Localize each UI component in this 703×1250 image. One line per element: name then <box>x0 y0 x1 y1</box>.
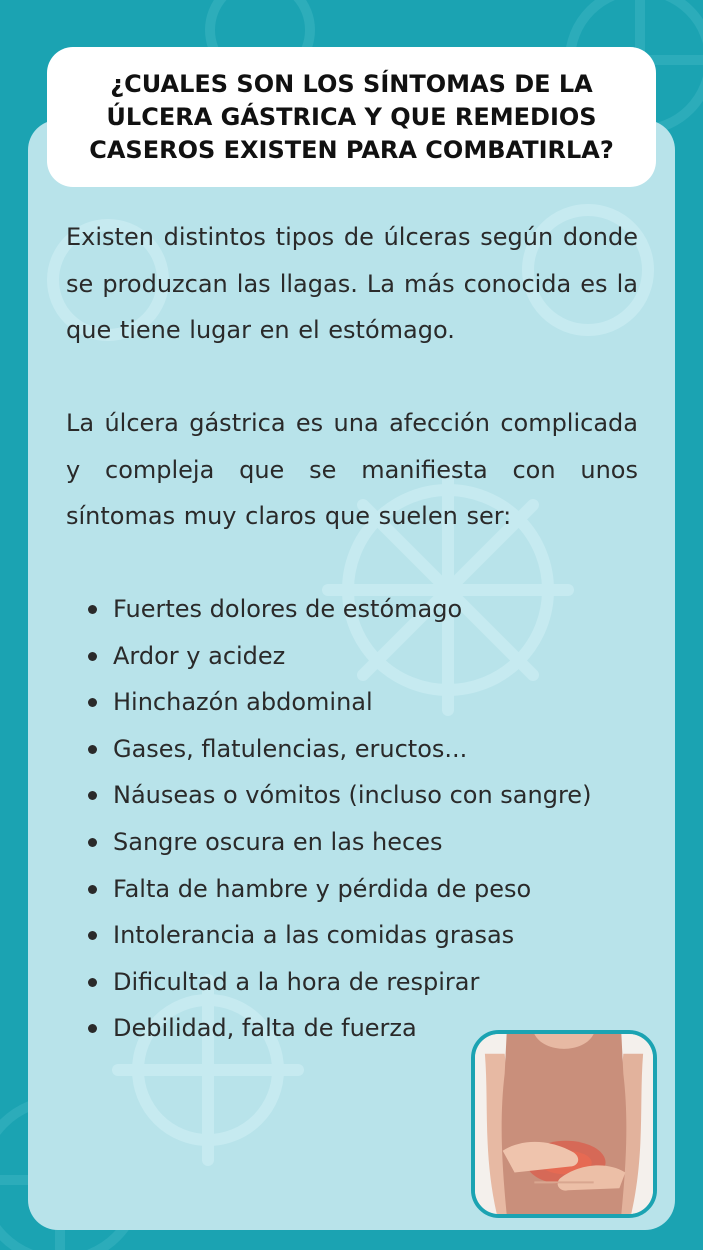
bullet-icon <box>88 838 97 847</box>
list-item-text: Sangre oscura en las heces <box>113 827 443 856</box>
second-paragraph: La úlcera gástrica es una afección complicada y compleja que se manifiesta con unos síntomas muy claros que suelen ser: <box>66 409 638 530</box>
bullet-icon <box>88 791 97 800</box>
symptoms-list <box>88 586 591 1052</box>
list-item <box>88 819 591 866</box>
list-item <box>88 726 591 773</box>
woman-holding-stomach-illustration <box>475 1034 653 1214</box>
list-item <box>88 866 591 913</box>
list-item-text: Dificultad a la hora de respirar <box>113 967 480 996</box>
stomach-pain-photo <box>471 1030 657 1218</box>
intro-paragraph: Existen distintos tipos de úlceras según donde se produzcan las llagas. La más conocida es la que tiene lugar en el estómago. <box>66 223 638 344</box>
list-item <box>88 633 591 680</box>
list-item-text: Náuseas o vómitos (incluso con sangre) <box>113 781 592 810</box>
list-item-text: Gases, flatulencias, eructos... <box>113 734 468 763</box>
list-item-text: Intolerancia a las comidas grasas <box>113 921 515 950</box>
list-item-text: Hinchazón abdominal <box>113 688 373 717</box>
list-item-text: Falta de hambre y pérdida de peso <box>113 874 532 903</box>
page-title: ¿CUALES SON LOS SÍNTOMAS DE LA ÚLCERA GÁSTRICA Y QUE REMEDIOS CASEROS EXISTEN PARA COMBATIRLA? <box>89 69 614 164</box>
bullet-icon <box>88 1024 97 1033</box>
bullet-icon <box>88 652 97 661</box>
bullet-icon <box>88 978 97 987</box>
bullet-icon <box>88 931 97 940</box>
list-item <box>88 586 591 633</box>
title-box <box>47 47 656 187</box>
list-item <box>88 772 591 819</box>
list-item <box>88 959 591 1006</box>
bullet-icon <box>88 745 97 754</box>
list-item <box>88 679 591 726</box>
bullet-icon <box>88 605 97 614</box>
list-item-text: Ardor y acidez <box>113 641 286 670</box>
bullet-icon <box>88 885 97 894</box>
list-item-text: Debilidad, falta de fuerza <box>113 1014 417 1043</box>
list-item <box>88 912 591 959</box>
list-item-text: Fuertes dolores de estómago <box>113 595 463 623</box>
bullet-icon <box>88 698 97 707</box>
